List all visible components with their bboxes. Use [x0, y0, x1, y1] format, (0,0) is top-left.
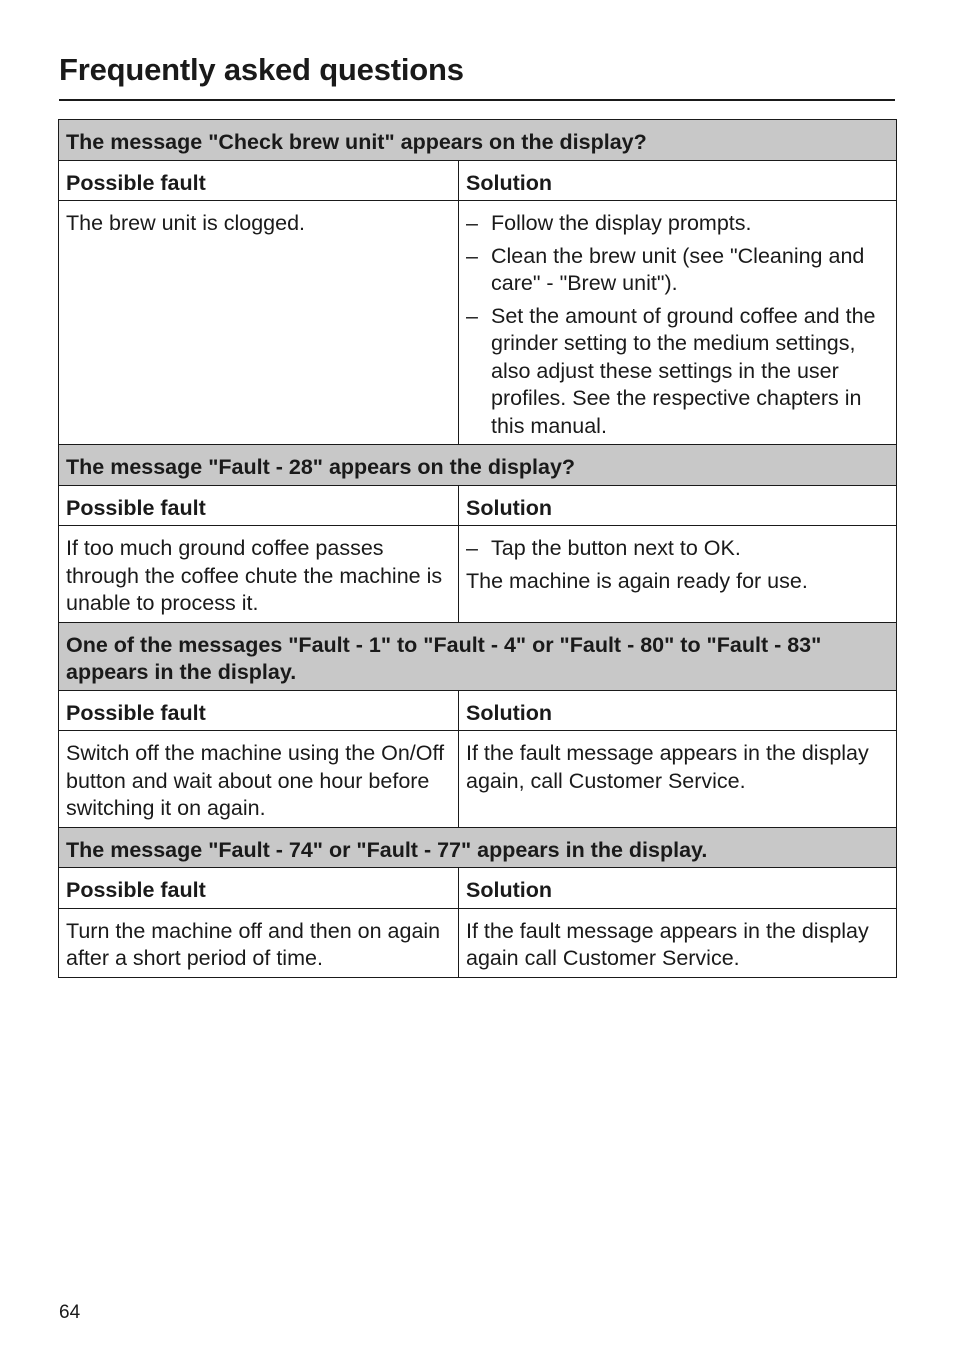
- question-row: [59, 622, 897, 690]
- solution-item-text: Set the amount of ground coffee and the grinder setting to the medium settings, also adjust these settings in the user profiles. See the respective chapters in this manual.: [491, 303, 876, 438]
- dash-bullet: –: [466, 211, 478, 235]
- solution-item-text: Tap the button next to OK.: [491, 536, 741, 560]
- column-header-row: [59, 868, 897, 909]
- answer-row: [59, 526, 897, 623]
- solution-item: [466, 243, 890, 298]
- question-text: The message "Fault - 74" or "Fault - 77" appears in the display.: [59, 827, 897, 868]
- faq-table: [58, 119, 897, 978]
- solution-item: [466, 210, 890, 238]
- column-header-fault: Possible fault: [59, 868, 459, 909]
- solution-item: [466, 303, 890, 441]
- dash-bullet: –: [466, 243, 478, 268]
- solution-item-text: Follow the display prompts.: [491, 211, 752, 235]
- question-row: [59, 120, 897, 161]
- column-header-solution: Solution: [459, 160, 897, 201]
- question-row: [59, 445, 897, 486]
- answer-row: [59, 201, 897, 445]
- column-header-fault: Possible fault: [59, 690, 459, 731]
- solution-cell: If the fault message appears in the display again, call Customer Service.: [459, 731, 897, 828]
- solution-text: The machine is again ready for use.: [466, 568, 808, 593]
- column-header-fault: Possible fault: [59, 485, 459, 526]
- answer-row: [59, 908, 897, 977]
- column-header-solution: Solution: [459, 868, 897, 909]
- solution-list: [466, 210, 890, 440]
- column-header-row: [59, 690, 897, 731]
- solution-cell: If the fault message appears in the display again call Customer Service.: [459, 908, 897, 977]
- question-text: The message "Check brew unit" appears on the display?: [59, 120, 897, 161]
- column-header-row: [59, 485, 897, 526]
- fault-cell: The brew unit is clogged.: [59, 201, 459, 445]
- column-header-row: [59, 160, 897, 201]
- page-number: 64: [59, 1302, 81, 1323]
- solution-cell: [459, 526, 897, 623]
- fault-cell: Turn the machine off and then on again after a short period of time.: [59, 908, 459, 977]
- column-header-solution: Solution: [459, 485, 897, 526]
- question-row: [59, 827, 897, 868]
- column-header-fault: Possible fault: [59, 160, 459, 201]
- solution-list: [466, 535, 890, 563]
- fault-cell: If too much ground coffee passes through the coffee chute the machine is unable to process it.: [59, 526, 459, 623]
- fault-cell: Switch off the machine using the On/Off button and wait about one hour before switching it on again.: [59, 731, 459, 828]
- page-title: Frequently asked questions: [59, 52, 464, 87]
- column-header-solution: Solution: [459, 690, 897, 731]
- solution-item: [466, 535, 890, 563]
- dash-bullet: –: [466, 536, 478, 560]
- title-divider: [59, 99, 895, 101]
- question-text: The message "Fault - 28" appears on the display?: [59, 445, 897, 486]
- solution-item-text: Clean the brew unit (see "Cleaning and care" - "Brew unit").: [491, 243, 865, 295]
- solution-cell: [459, 201, 897, 445]
- answer-row: [59, 731, 897, 828]
- question-text: One of the messages "Fault - 1" to "Fault - 4" or "Fault - 80" to "Fault - 83" appears in the display.: [59, 622, 897, 690]
- dash-bullet: –: [466, 303, 478, 328]
